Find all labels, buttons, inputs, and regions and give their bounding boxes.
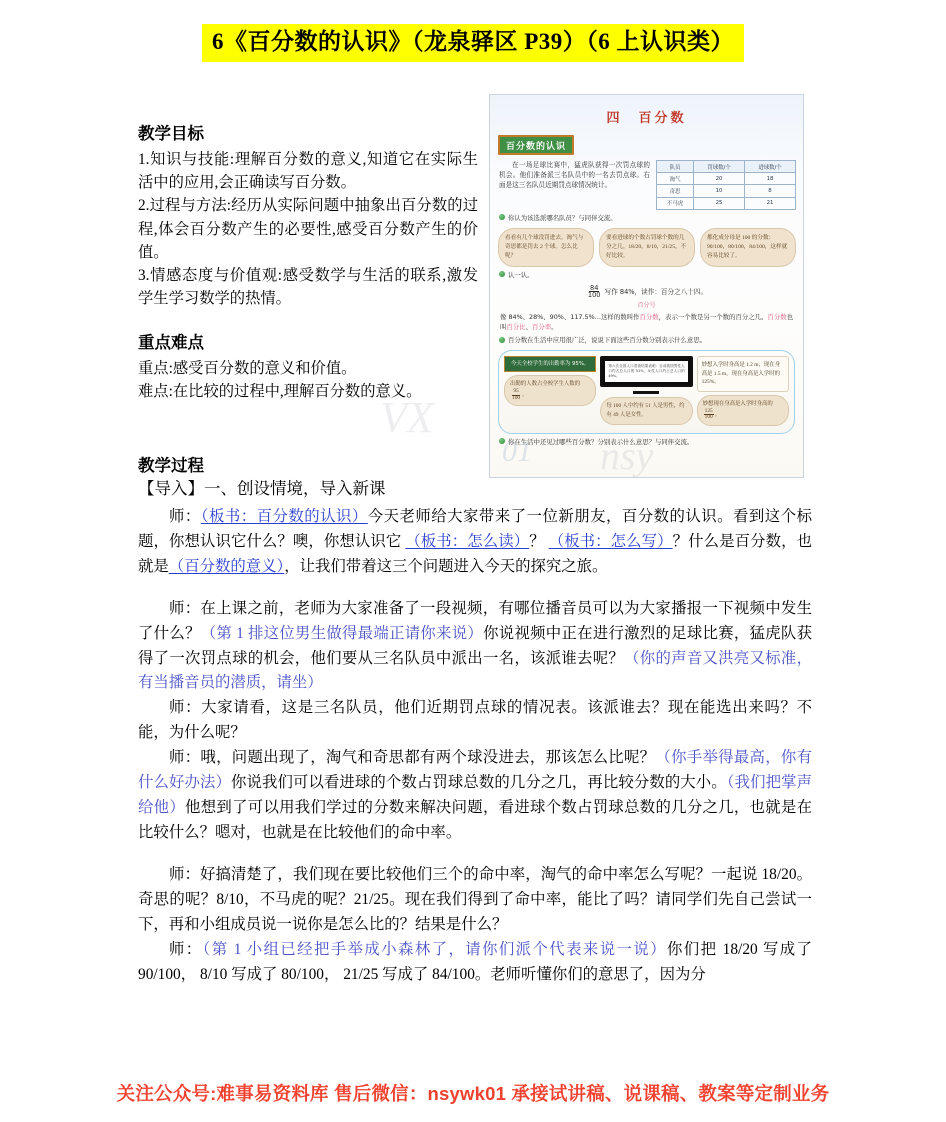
example-column-left — [504, 356, 596, 426]
definition-keyword: 百分数 — [639, 312, 659, 321]
textbook-bullet-3 — [499, 336, 795, 345]
process-heading: 教学过程 — [138, 456, 204, 475]
table-row — [657, 185, 796, 197]
textbook-bullet-1 — [499, 214, 795, 223]
paragraph-text: 你说视频中正在进行激烈的足球比赛，猛虎队获得了一次罚点球的机会，他们要从三名队员中派出一名，该派谁去呢？ — [138, 624, 812, 667]
textbook-bullet-1-text: 你认为该选派哪名队员？与同伴交流。 — [508, 213, 617, 222]
fraction-denominator: 100 — [512, 394, 521, 401]
cell-attempts: 10 — [694, 185, 745, 197]
textbook-watermark: 01 — [502, 435, 532, 468]
paragraph-text: 师：大家请看，这是三名队员，他们近期罚点球的情况表。该派谁去？现在能选出来吗？不能，为什么呢？ — [138, 699, 812, 742]
process-paragraph — [138, 597, 812, 697]
paragraph-text: 师：好搞清楚了，我们现在要比较他们三个的命中率，淘气的命中率怎么写呢？一起说 18/20。奇思的呢？8/10，不马虎的呢？21/25。现在我们得到了命中率，能比了吗？请同学们先自己尝试一下，再和小组成员说一说你是怎么比的？结果是什么？ — [138, 866, 812, 934]
key-points-heading: 重点难点 — [138, 332, 204, 352]
process-paragraph — [138, 938, 812, 988]
paragraph-text: 师： — [169, 507, 201, 525]
fraction-denominator: 100 — [587, 291, 601, 300]
green-dot-icon — [499, 438, 505, 444]
textbook-bullet-4-text: 你在生活中还见过哪些百分数？分别表示什么意思？与同伴交流。 — [508, 437, 694, 446]
footer-banner: 关注公众号:难事易资料库 售后微信：nsywk01 承接试讲稿、说课稿、教案等定制业务 — [116, 1083, 830, 1104]
objective-item-3: 3.情感态度与价值观:感受数学与生活的联系,激发学生学习数学的热情。 — [138, 267, 478, 308]
process-paragraph — [138, 746, 812, 846]
paragraph-text: 师：哦，问题出现了，淘气和奇思都有两个球没进去，那该怎么比呢？ — [169, 749, 656, 767]
paragraph-text: ？ — [529, 532, 549, 550]
teacher-aside-note: （我们把掌声给他） — [138, 774, 812, 817]
definition-keyword: 百分率 — [531, 322, 552, 331]
teacher-aside-note: （你的声音又洪亮又标准，有当播音员的潜质，请坐） — [138, 649, 812, 692]
paragraph-text: 他想到了可以用我们学过的分数来解决问题，看进球个数占罚球总数的几分之几，也就是在比较什么？嗯对，也就是在比较他们的命中率。 — [138, 799, 812, 842]
key-points-focus: 重点:感受百分数的意义和价值。 — [138, 359, 357, 377]
cell-attempts: 25 — [694, 197, 745, 209]
fraction-numerator: 125 — [704, 407, 713, 414]
table-header-player: 队员 — [657, 161, 694, 173]
process-paragraph — [138, 696, 812, 746]
teaching-process-section — [138, 452, 812, 988]
paragraph-text: ？什么是百分数，也就是 — [138, 532, 812, 575]
textbook-intro-text: 在一场足球比赛中，猛虎队获得一次罚点球的机会。他们准备派三名队员中的一名去罚点球。右面是这三名队员近期罚点球情况统计。 — [499, 161, 650, 190]
speech-bubble-1: 看看有几个球没罚进去。淘气与奇思都是罚去 2 个球。怎么比呢？ — [498, 228, 594, 267]
green-dot-icon — [499, 214, 505, 220]
table-row — [657, 197, 796, 209]
textbook-bullet-4 — [499, 438, 795, 447]
cloud-attendance-text: 出勤的人数占全校学生人数的 — [510, 381, 581, 388]
speech-bubble-3: 都化成分母是 100 的分数：90/100，80/100，84/100，这样就容易比较了。 — [700, 228, 796, 267]
paragraph-text: ，让我们带着这三个问题进入今天的探究之旅。 — [284, 557, 608, 575]
board-writing-note: （百分数的意义） — [168, 557, 285, 575]
process-paragraph — [138, 505, 812, 580]
fraction-denominator: 100 — [704, 414, 713, 421]
read-write-line — [490, 285, 803, 299]
cloud-attendance: 出勤的人数占全校学生人数的 $\frac{95}{100}$ 。 — [504, 375, 596, 406]
chalkboard-attendance: 今天全校学生的出勤率为 95%。 — [504, 356, 596, 372]
objectives-heading: 教学目标 — [138, 124, 204, 143]
page-watermark-left: VX — [380, 393, 434, 442]
cell-goals: 8 — [745, 185, 796, 197]
page-title-container — [0, 24, 946, 62]
process-paragraph-list — [138, 505, 812, 988]
cell-player: 淘气 — [657, 173, 694, 185]
tv-stand-icon — [633, 391, 659, 394]
section-spacer — [138, 311, 478, 331]
textbook-bullet-2-text: 认一认。 — [508, 270, 534, 279]
penalty-kick-table — [656, 160, 796, 210]
process-subheading: 【导入】一、创设情境，导入新课 — [138, 479, 386, 498]
cloud-census: 每 100 人中约有 51 人是男性，约有 49 人是女性。 — [600, 397, 692, 425]
examples-panel — [498, 350, 795, 434]
textbook-bullet-2 — [499, 271, 795, 280]
textbook-bullet-3-text: 百分数在生活中应用很广泛，说说下面这些百分数分别表示什么意思。 — [508, 336, 707, 345]
fraction-numerator: 84 — [590, 283, 599, 292]
cloud-height: 妙想现在身高是入学时身高的 $\frac{125}{100}$ 。 — [697, 395, 789, 426]
example-column-right — [697, 356, 789, 426]
definition-keyword: 百分比 — [506, 322, 526, 331]
green-dot-icon — [499, 271, 505, 277]
paragraph-text: 师： — [169, 941, 203, 958]
fraction-95-over-100 — [511, 389, 521, 401]
speech-bubble-row — [498, 228, 796, 267]
table-row — [657, 173, 796, 185]
percent-sign-label: 百分号 — [637, 301, 656, 309]
key-points-difficulty: 难点:在比较的过程中,理解百分数的意义。 — [138, 382, 422, 400]
textbook-page-image — [489, 94, 804, 478]
table-header-row — [657, 161, 796, 173]
paragraph-text: 你说我们可以看进球的个数占罚球总数的几分之几，再比较分数的大小。 — [230, 774, 727, 792]
table-header-goals: 进球数/个 — [745, 161, 796, 173]
objectives-column — [138, 122, 478, 403]
teacher-aside-note: （你手举得最高，你有什么好办法） — [138, 749, 812, 792]
teacher-aside-note: （第 1 排这位男生做得最端正请你来说） — [200, 624, 484, 642]
textbook-unit-title: 四 百分数 — [606, 110, 687, 125]
cell-goals: 18 — [745, 173, 796, 185]
tv-census — [600, 356, 692, 387]
paragraph-text: 师：在上课之前，老师为大家准备了一段视频，有哪位播音员可以为大家播报一下视频中发生了什么？ — [138, 599, 812, 642]
example-column-center — [600, 356, 692, 426]
cell-goals: 21 — [745, 197, 796, 209]
textbook-intro-row — [499, 160, 796, 210]
cell-player: 奇思 — [657, 185, 694, 197]
paragraph-text: 你们把 18/20 写成了 90/100， 8/10 写成了 80/100， 21/25 写成了 84/100。老师听懂你们的意思了，因为分 — [138, 941, 812, 983]
paragraph-text: 今天老师给大家带来了一位新朋友，百分数的认识。看到这个标题，你想认识它什么？噢，你想认识它 — [138, 507, 812, 550]
board-writing-note: （板书：怎么读） — [405, 532, 530, 550]
objective-item-1: 1.知识与技能:理解百分数的意义,知道它在实际生活中的应用,会正确读写百分数。 — [138, 150, 478, 192]
read-write-text: 写作 84%，读作：百分之八十四。 — [604, 287, 708, 296]
table-header-attempts: 罚球数/个 — [694, 161, 745, 173]
page-title: 6《百分数的认识》（龙泉驿区 P39）（6 上认识类） — [202, 24, 744, 62]
cell-attempts: 20 — [694, 173, 745, 185]
process-paragraph — [138, 863, 812, 938]
fraction-numerator: 95 — [513, 388, 519, 395]
cloud-height-text: 妙想现在身高是入学时身高的 — [702, 401, 773, 408]
speech-bubble-2: 要看进球的个数占罚球个数的几分之几。18/20，8/10，21/25，不好比较。 — [599, 228, 695, 267]
cell-player: 不马虎 — [657, 197, 694, 209]
green-dot-icon — [499, 337, 505, 343]
teacher-aside-note: （第 1 小组已经把手举成小森林了，请你们派个代表来说一说） — [202, 941, 667, 958]
objective-item-2: 2.过程与方法:经历从实际问题中抽象出百分数的过程,体会百分数产生的必要性,感受百分数产生的价值。 — [138, 197, 478, 261]
fraction-125-over-100 — [704, 409, 714, 421]
tv-screen-text: 第六次全国人口普查结果表明：目前我国男性人口约占总人口的 51%，女性人口约占总人口的 49%。 — [605, 361, 687, 382]
percentage-definition: 像 84%、28%、90%、117.5%…这样的数叫作百分数，表示一个数是另一个数的百分之几。百分数也叫百分比、百分率。 — [500, 312, 794, 331]
note-height: 妙想入学时身高是 1.2 m，现在身高是 1.5 m，现在身高是入学时的 125%。 — [697, 356, 789, 392]
board-writing-note: （板书：怎么写） — [548, 532, 673, 550]
textbook-section-label: 百分数的认识 — [498, 135, 574, 155]
definition-keyword: 百分数 — [767, 312, 787, 321]
board-writing-note: （板书：百分数的认识） — [200, 507, 368, 525]
fraction-84-over-100 — [587, 285, 602, 299]
